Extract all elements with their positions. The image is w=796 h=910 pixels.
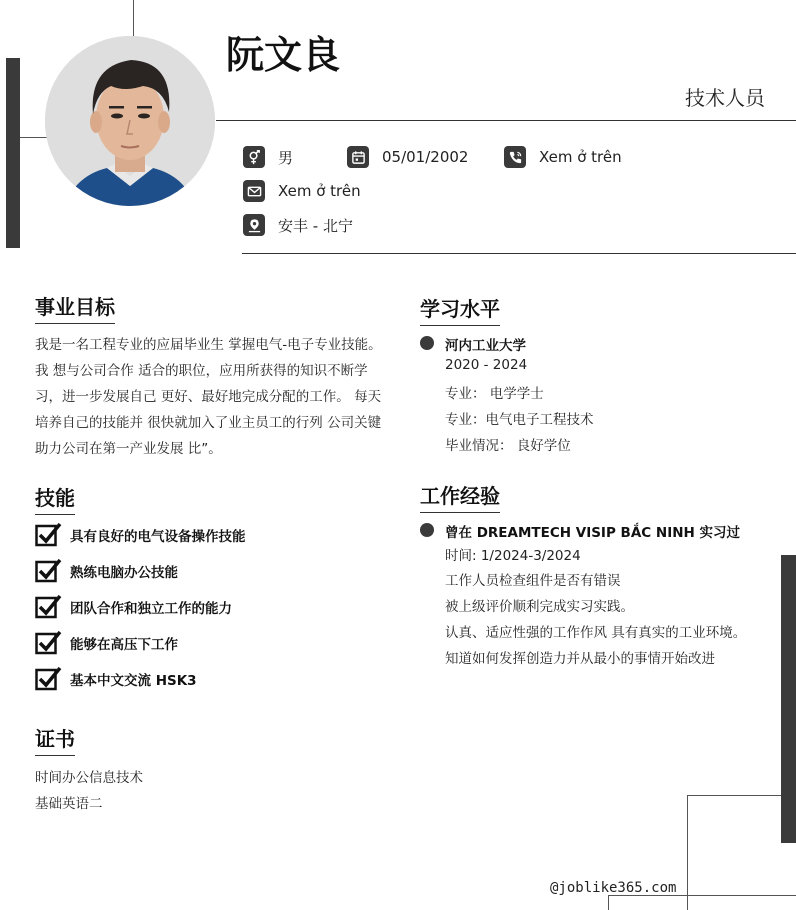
education-major: 专业： 电学学士	[445, 386, 544, 402]
skill-item	[35, 630, 178, 655]
experience-line: 被上级评价顺利完成实习实践。	[445, 599, 634, 615]
email-value: Xem ở trên	[278, 182, 361, 200]
education-major: 专业：电气电子工程技术	[445, 412, 594, 428]
decor-line-bottom	[608, 895, 609, 910]
phone-icon	[504, 146, 526, 168]
map-pin-icon	[243, 214, 265, 236]
experience-line: 知道如何发挥创造力并从最小的事情开始改进	[445, 651, 715, 667]
decor-line-top	[133, 0, 134, 36]
phone-value: Xem ở trên	[539, 148, 622, 166]
skill-item	[35, 666, 197, 691]
decor-frame-bottom-right	[687, 795, 781, 910]
decor-line-left	[20, 137, 48, 138]
checkbox-checked-icon	[35, 558, 62, 583]
skill-label: 团队合作和独立工作的能力	[70, 600, 232, 617]
contact-divider	[242, 253, 796, 254]
decor-bar-right	[781, 555, 796, 843]
company-name: 曾在 DREAMTECH VISIP BẮC NINH 实习过	[445, 525, 741, 541]
school-name: 河内工业大学	[445, 338, 526, 354]
birthday-item	[347, 146, 468, 168]
calendar-icon	[347, 146, 369, 168]
education-title: 学习水平	[420, 293, 500, 326]
checkbox-checked-icon	[35, 666, 62, 691]
checkbox-checked-icon	[35, 594, 62, 619]
experience-line: 认真、适应性强的工作作风 具有真实的工业环境。	[445, 625, 747, 641]
job-position: 技术人员	[685, 86, 765, 110]
skill-label: 基本中文交流 HSK3	[70, 672, 197, 689]
skill-item	[35, 522, 246, 547]
certificate-item: 基础英语二	[35, 796, 103, 812]
experience-line: 工作人员检查组件是否有错误	[445, 573, 621, 589]
skill-label: 能够在高压下工作	[70, 636, 178, 653]
phone-item	[504, 146, 622, 168]
address-value: 安丰 - 北宁	[278, 216, 353, 235]
birthday-value: 05/01/2002	[382, 148, 469, 166]
education-graduation: 毕业情况： 良好学位	[445, 438, 571, 454]
certificates-title: 证书	[35, 723, 75, 756]
bullet-dot	[420, 523, 434, 537]
certificate-item: 时间办公信息技术	[35, 770, 143, 786]
gender-value: 男	[278, 148, 294, 167]
decor-bar-left	[6, 58, 20, 248]
avatar	[45, 36, 215, 206]
skill-label: 具有良好的电气设备操作技能	[70, 528, 246, 545]
skill-item	[35, 558, 178, 583]
checkbox-checked-icon	[35, 522, 62, 547]
header-divider	[216, 120, 796, 121]
experience-time: 时间: 1/2024-3/2024	[445, 548, 581, 564]
gender-item	[243, 146, 293, 168]
career-title: 事业目标	[35, 291, 115, 324]
bullet-dot	[420, 336, 434, 350]
email-item	[243, 180, 361, 202]
envelope-icon	[243, 180, 265, 202]
skills-title: 技能	[35, 482, 75, 515]
skill-label: 熟练电脑办公技能	[70, 564, 178, 581]
candidate-name: 阮文良	[226, 33, 341, 77]
gender-icon	[243, 146, 265, 168]
address-item	[243, 214, 353, 236]
skill-item	[35, 594, 232, 619]
experience-title: 工作经验	[420, 480, 500, 513]
education-years: 2020 - 2024	[445, 357, 528, 373]
watermark-link[interactable]: @joblike365.com	[550, 880, 677, 896]
checkbox-checked-icon	[35, 630, 62, 655]
career-text: 我是一名工程专业的应届毕业生 掌握电气-电子专业技能。我 想与公司合作 适合的职位，应用所获得的知识不断学习，进一步发展自己 更好、最好地完成分配的工作。 每天培养自己的技能并 很快就加入了业主员工的行列 公司关键助力公司在第一产业发展 比”。	[35, 337, 382, 457]
